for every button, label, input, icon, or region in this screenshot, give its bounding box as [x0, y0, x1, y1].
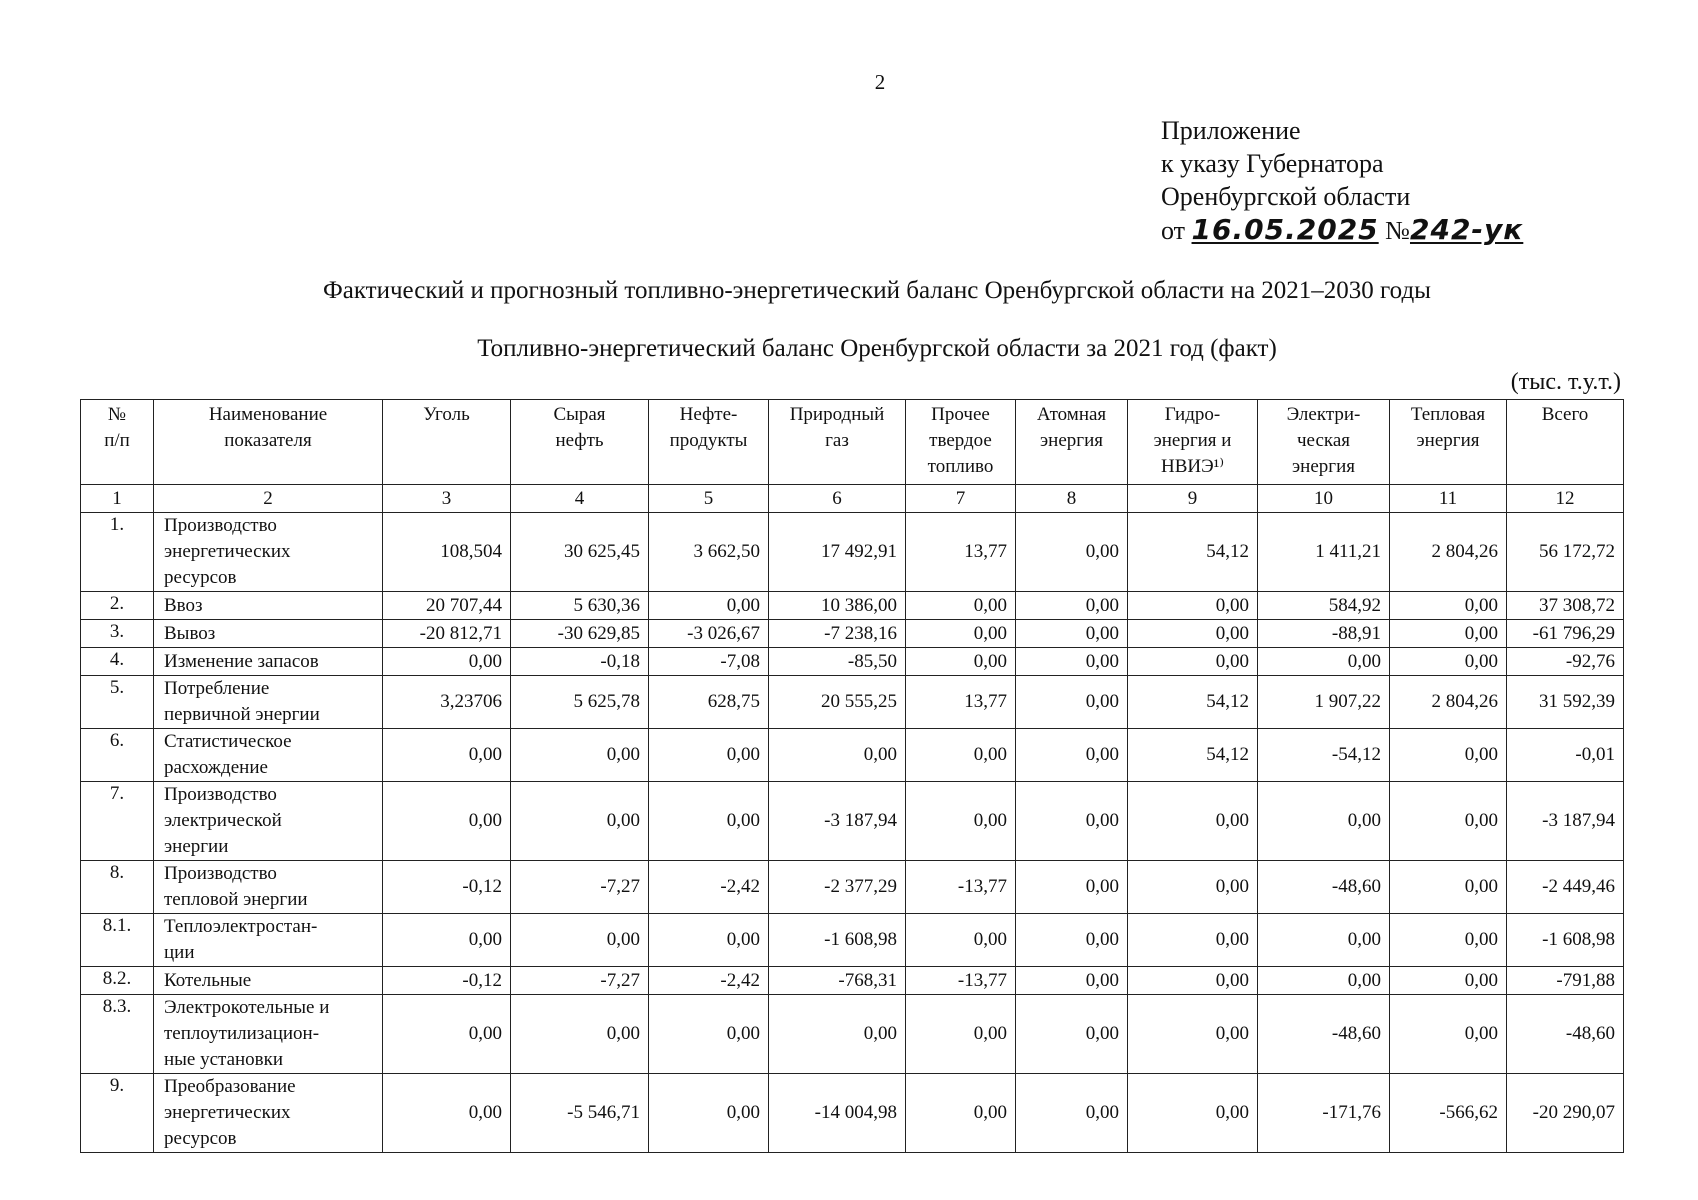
table-cell: 584,92	[1258, 592, 1390, 620]
row-number: 8.1.	[81, 914, 154, 967]
table-cell: -13,77	[906, 861, 1016, 914]
column-header-line: продукты	[669, 430, 748, 451]
column-number-10: 10	[1258, 485, 1390, 513]
row-name-line: Изменение запасов	[164, 650, 319, 672]
column-number-6: 6	[769, 485, 906, 513]
table-cell: 37 308,72	[1507, 592, 1624, 620]
table-cell: 0,00	[1390, 620, 1507, 648]
column-header-line: показателя	[224, 430, 312, 451]
table-row	[81, 967, 1624, 995]
row-name-line: энергии	[164, 836, 229, 857]
table-cell: -48,60	[1258, 861, 1390, 914]
table-cell: 13,77	[906, 676, 1016, 729]
row-number: 2.	[81, 592, 154, 620]
table-cell: 0,00	[1016, 995, 1128, 1074]
table-cell: -20 812,71	[383, 620, 511, 648]
row-name	[154, 620, 383, 648]
column-header-line: Сырая	[553, 404, 606, 425]
column-number-11: 11	[1390, 485, 1507, 513]
column-header-9	[1128, 400, 1258, 485]
table-cell: 0,00	[906, 914, 1016, 967]
table-cell: -20 290,07	[1507, 1074, 1624, 1153]
row-name-line: электрической	[164, 810, 282, 831]
table-row	[81, 620, 1624, 648]
table-cell: -3 187,94	[769, 782, 906, 861]
column-header-line: нефть	[555, 430, 604, 451]
table-cell: 0,00	[906, 1074, 1016, 1153]
column-header-line: Атомная	[1036, 404, 1107, 425]
table-cell: -7 238,16	[769, 620, 906, 648]
row-name-line: Производство	[164, 863, 277, 884]
table-cell: -791,88	[1507, 967, 1624, 995]
table-cell: -92,76	[1507, 648, 1624, 676]
table-cell: -0,01	[1507, 729, 1624, 782]
table-cell: 2 804,26	[1390, 513, 1507, 592]
table-cell: 0,00	[1128, 861, 1258, 914]
column-header-line: твердое	[929, 430, 992, 451]
table-cell: 0,00	[649, 592, 769, 620]
row-name-line: Статистическое	[164, 731, 292, 752]
column-header-line: п/п	[104, 430, 130, 451]
table-cell: -85,50	[769, 648, 906, 676]
table-cell: 0,00	[511, 995, 649, 1074]
row-number: 9.	[81, 1074, 154, 1153]
table-cell: 0,00	[649, 1074, 769, 1153]
row-number: 3.	[81, 620, 154, 648]
column-header-line: энергия	[1292, 456, 1355, 477]
table-cell: 0,00	[649, 914, 769, 967]
row-name-line: расхождение	[164, 757, 268, 778]
row-name	[154, 967, 383, 995]
table-cell: 0,00	[1128, 782, 1258, 861]
table-cell: 54,12	[1128, 513, 1258, 592]
table-row	[81, 676, 1624, 729]
table-cell: 0,00	[383, 782, 511, 861]
row-name-line: ные установки	[164, 1049, 284, 1070]
row-name-line: Преобразование	[164, 1076, 296, 1097]
table-row	[81, 592, 1624, 620]
appendix-line-2: к указу Губернатора	[1161, 149, 1384, 178]
row-name-line: Вывоз	[164, 622, 216, 644]
row-name-line: Электрокотельные и	[164, 997, 330, 1018]
table-row	[81, 861, 1624, 914]
column-header-line: Природный	[789, 404, 885, 425]
row-name	[154, 995, 383, 1074]
column-header-8	[1016, 400, 1128, 485]
column-header-line: Наименование	[208, 404, 328, 425]
table-row	[81, 729, 1624, 782]
table-cell: 0,00	[906, 729, 1016, 782]
row-name-line: теплоутилизацион-	[164, 1023, 320, 1044]
table-cell: 0,00	[906, 620, 1016, 648]
column-header-line: энергия и	[1153, 430, 1232, 451]
table-row	[81, 914, 1624, 967]
column-number-5: 5	[649, 485, 769, 513]
row-name-line: тепловой энергии	[164, 889, 308, 910]
row-name	[154, 914, 383, 967]
row-name-line: Производство	[164, 515, 277, 536]
table-cell: 0,00	[1016, 914, 1128, 967]
column-header-2	[154, 400, 383, 485]
table-cell: 0,00	[1390, 648, 1507, 676]
table-cell: 108,504	[383, 513, 511, 592]
row-name	[154, 513, 383, 592]
table-cell: -7,27	[511, 967, 649, 995]
table-row	[81, 513, 1624, 592]
table-cell: -0,12	[383, 967, 511, 995]
handwritten-date: 16.05.2025	[1191, 213, 1379, 246]
column-number-2: 2	[154, 485, 383, 513]
table-cell: 0,00	[511, 914, 649, 967]
table-cell: 0,00	[769, 995, 906, 1074]
table-cell: -2 449,46	[1507, 861, 1624, 914]
table-cell: 0,00	[1258, 648, 1390, 676]
column-header-line: ческая	[1296, 430, 1350, 451]
table-cell: 0,00	[1128, 1074, 1258, 1153]
table-cell: 0,00	[1128, 914, 1258, 967]
table-cell: 0,00	[906, 592, 1016, 620]
table-cell: 56 172,72	[1507, 513, 1624, 592]
column-header-line: Тепловая	[1410, 404, 1486, 425]
table-cell: 5 630,36	[511, 592, 649, 620]
column-header-1	[81, 400, 154, 485]
table-row	[81, 648, 1624, 676]
table-cell: 0,00	[906, 995, 1016, 1074]
row-name	[154, 729, 383, 782]
table-cell: 0,00	[383, 914, 511, 967]
row-name-line: энергетических	[164, 1102, 291, 1123]
column-number-1: 1	[81, 485, 154, 513]
table-subtitle: Топливно-энергетический баланс Оренбургской области за 2021 год (факт)	[477, 335, 1277, 362]
table-cell: 0,00	[649, 995, 769, 1074]
column-header-line: Уголь	[423, 404, 470, 425]
table-cell: -768,31	[769, 967, 906, 995]
row-name	[154, 648, 383, 676]
column-header-line: энергия	[1416, 430, 1480, 451]
row-number: 5.	[81, 676, 154, 729]
column-header-11	[1390, 400, 1507, 485]
table-cell: 0,00	[1390, 861, 1507, 914]
table-cell: 0,00	[1016, 592, 1128, 620]
table-cell: 0,00	[906, 782, 1016, 861]
table-cell: 13,77	[906, 513, 1016, 592]
table-cell: 0,00	[769, 729, 906, 782]
table-cell: 0,00	[1390, 729, 1507, 782]
row-name	[154, 782, 383, 861]
column-header-10	[1258, 400, 1390, 485]
row-name	[154, 861, 383, 914]
row-number: 6.	[81, 729, 154, 782]
column-number-9: 9	[1128, 485, 1258, 513]
table-cell: -0,12	[383, 861, 511, 914]
table-cell: 3,23706	[383, 676, 511, 729]
page-number: 2	[874, 70, 886, 94]
table-cell: -1 608,98	[1507, 914, 1624, 967]
table-cell: 0,00	[1016, 648, 1128, 676]
table-cell: 17 492,91	[769, 513, 906, 592]
table-cell: 0,00	[1128, 648, 1258, 676]
table-cell: 0,00	[649, 729, 769, 782]
table-cell: 0,00	[649, 782, 769, 861]
appendix-block	[1161, 114, 1523, 247]
table-cell: 0,00	[1128, 967, 1258, 995]
row-name	[154, 676, 383, 729]
table-cell: 0,00	[1128, 995, 1258, 1074]
table-cell: -7,08	[649, 648, 769, 676]
row-name	[154, 1074, 383, 1153]
table-cell: -2,42	[649, 861, 769, 914]
table-cell: 0,00	[383, 648, 511, 676]
row-number: 8.3.	[81, 995, 154, 1074]
table-cell: -7,27	[511, 861, 649, 914]
table-cell: 0,00	[1016, 676, 1128, 729]
table-cell: 0,00	[1390, 914, 1507, 967]
row-name	[154, 592, 383, 620]
row-number: 1.	[81, 513, 154, 592]
table-header-row	[81, 400, 1624, 485]
table-cell: 0,00	[1016, 513, 1128, 592]
table-cell: 0,00	[1016, 861, 1128, 914]
table-cell: 0,00	[1390, 592, 1507, 620]
row-name-line: ции	[164, 942, 195, 963]
column-number-3: 3	[383, 485, 511, 513]
row-name-line: энергетических	[164, 541, 291, 562]
table-cell: -54,12	[1258, 729, 1390, 782]
table-cell: -1 608,98	[769, 914, 906, 967]
document-title: Фактический и прогнозный топливно-энергетический баланс Оренбургской области на 2021–2030 годы	[323, 277, 1431, 304]
table-cell: -3 026,67	[649, 620, 769, 648]
row-number: 4.	[81, 648, 154, 676]
column-number-4: 4	[511, 485, 649, 513]
table-cell: 0,00	[1390, 995, 1507, 1074]
table-body	[81, 513, 1624, 1153]
table-cell: 0,00	[1390, 782, 1507, 861]
column-header-4	[511, 400, 649, 485]
column-header-7	[906, 400, 1016, 485]
table-cell: -2 377,29	[769, 861, 906, 914]
column-header-line: Гидро-	[1164, 404, 1221, 425]
row-name-line: Потребление	[164, 678, 270, 699]
table-cell: -48,60	[1258, 995, 1390, 1074]
table-cell: 0,00	[1390, 967, 1507, 995]
table-cell: -14 004,98	[769, 1074, 906, 1153]
table-cell: -0,18	[511, 648, 649, 676]
table-cell: 0,00	[1016, 967, 1128, 995]
table-row	[81, 782, 1624, 861]
appendix-line-1: Приложение	[1161, 116, 1301, 145]
table-cell: 0,00	[383, 729, 511, 782]
table-cell: 0,00	[511, 782, 649, 861]
appendix-line-3: Оренбургской области	[1161, 182, 1411, 211]
table-cell: 2 804,26	[1390, 676, 1507, 729]
number-sign: №	[1385, 216, 1410, 245]
table-cell: -2,42	[649, 967, 769, 995]
column-number-7: 7	[906, 485, 1016, 513]
column-header-12	[1507, 400, 1624, 485]
table-row	[81, 995, 1624, 1074]
row-name-line: Котельные	[164, 969, 252, 991]
table-cell: 5 625,78	[511, 676, 649, 729]
table-cell: -566,62	[1390, 1074, 1507, 1153]
table-cell: 0,00	[1128, 592, 1258, 620]
table-cell: 54,12	[1128, 676, 1258, 729]
row-name-line: ресурсов	[164, 567, 237, 588]
column-header-6	[769, 400, 906, 485]
table-cell: 0,00	[1016, 1074, 1128, 1153]
row-name-line: ресурсов	[164, 1128, 237, 1149]
table-cell: -88,91	[1258, 620, 1390, 648]
column-header-line: газ	[825, 430, 849, 451]
row-number: 8.	[81, 861, 154, 914]
column-header-line: Прочее	[931, 404, 990, 425]
column-number-row	[81, 485, 1624, 513]
table-cell: -5 546,71	[511, 1074, 649, 1153]
table-cell: 30 625,45	[511, 513, 649, 592]
table-cell: 0,00	[1016, 620, 1128, 648]
table-cell: -13,77	[906, 967, 1016, 995]
column-number-12: 12	[1507, 485, 1624, 513]
energy-balance-table	[80, 399, 1624, 1153]
column-header-line: №	[107, 404, 127, 425]
table-cell: 0,00	[1258, 782, 1390, 861]
table-cell: 3 662,50	[649, 513, 769, 592]
table-cell: 54,12	[1128, 729, 1258, 782]
table-cell: 31 592,39	[1507, 676, 1624, 729]
table-row	[81, 1074, 1624, 1153]
handwritten-number: 242-ук	[1409, 213, 1524, 246]
table-cell: -171,76	[1258, 1074, 1390, 1153]
table-cell: 0,00	[383, 995, 511, 1074]
table-cell: 0,00	[1258, 914, 1390, 967]
column-header-3	[383, 400, 511, 485]
column-header-line: Нефте-	[679, 404, 738, 425]
column-header-line: энергия	[1040, 430, 1103, 451]
row-name-line: Теплоэлектростан-	[164, 916, 318, 937]
table-cell: 1 411,21	[1258, 513, 1390, 592]
table-cell: 1 907,22	[1258, 676, 1390, 729]
table-cell: 0,00	[1128, 620, 1258, 648]
table-cell: 20 707,44	[383, 592, 511, 620]
column-number-8: 8	[1016, 485, 1128, 513]
table-cell: 10 386,00	[769, 592, 906, 620]
table-cell: -48,60	[1507, 995, 1624, 1074]
table-cell: -3 187,94	[1507, 782, 1624, 861]
column-header-line: Всего	[1541, 404, 1589, 425]
table-cell: 0,00	[906, 648, 1016, 676]
table-cell: 628,75	[649, 676, 769, 729]
row-name-line: первичной энергии	[164, 704, 320, 725]
row-number: 7.	[81, 782, 154, 861]
column-header-line: НВИЭ¹⁾	[1160, 456, 1225, 477]
table-cell: 0,00	[511, 729, 649, 782]
table-cell: 0,00	[1016, 729, 1128, 782]
column-header-line: топливо	[927, 456, 994, 477]
appendix-date-line	[1161, 213, 1523, 247]
table-cell: -30 629,85	[511, 620, 649, 648]
table-cell: 20 555,25	[769, 676, 906, 729]
column-header-5	[649, 400, 769, 485]
column-header-line: Электри-	[1286, 404, 1361, 425]
table-cell: 0,00	[1016, 782, 1128, 861]
table-cell: 0,00	[383, 1074, 511, 1153]
row-number: 8.2.	[81, 967, 154, 995]
row-name-line: Ввоз	[164, 594, 203, 616]
date-prefix: от	[1161, 216, 1186, 245]
table-cell: 0,00	[1258, 967, 1390, 995]
row-name-line: Производство	[164, 784, 277, 805]
table-cell: -61 796,29	[1507, 620, 1624, 648]
units-label: (тыс. т.у.т.)	[1510, 369, 1621, 395]
